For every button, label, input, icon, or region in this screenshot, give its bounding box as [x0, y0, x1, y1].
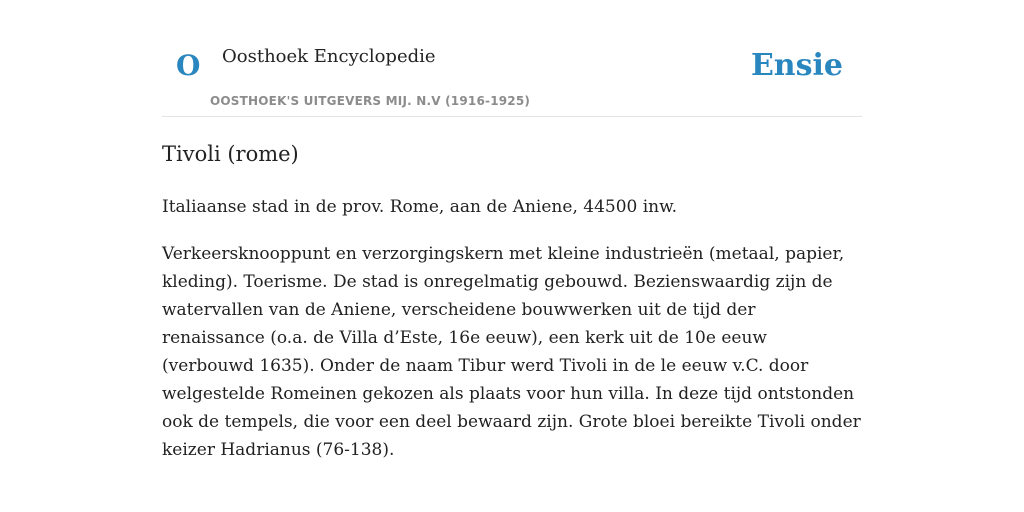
encyclopedia-header: [162, 38, 862, 117]
article-paragraph: Italiaanse stad in de prov. Rome, aan de Aniene, 44500 inw.: [162, 197, 678, 217]
article: [162, 139, 862, 483]
article-title: Tivoli (rome): [162, 142, 299, 166]
article-paragraph: Verkeersknooppunt en verzorgingskern met kleine industrieën (metaal, papier, kleding). Toerisme. De stad is onregelmatig gebouwd. Bezienswaardig zijn de watervallen van de Aniene, verscheidene bouwwerken uit de tijd der renaissance (o.a. de Villa d’Este, 16e eeuw), een kerk uit de 10e eeuw (verbouwd 1635). Onder de naam Tibur werd Tivoli in de le eeuw v.C. door welgestelde Romeinen gekozen als plaats voor hun villa. In deze tijd ontstonden ook de tempels, die voor een deel bewaard zijn. Grote bloei bereikte Tivoli onder keizer Hadrianus (76-138).: [162, 244, 861, 460]
publisher-label: OOSTHOEK'S UITGEVERS MIJ. N.V (1916-1925): [210, 94, 531, 108]
encyclopedia-logo[interactable]: O: [176, 49, 201, 82]
ensie-logo-link[interactable]: Ensie: [750, 48, 843, 83]
encyclopedia-name[interactable]: Oosthoek Encyclopedie: [222, 46, 436, 67]
